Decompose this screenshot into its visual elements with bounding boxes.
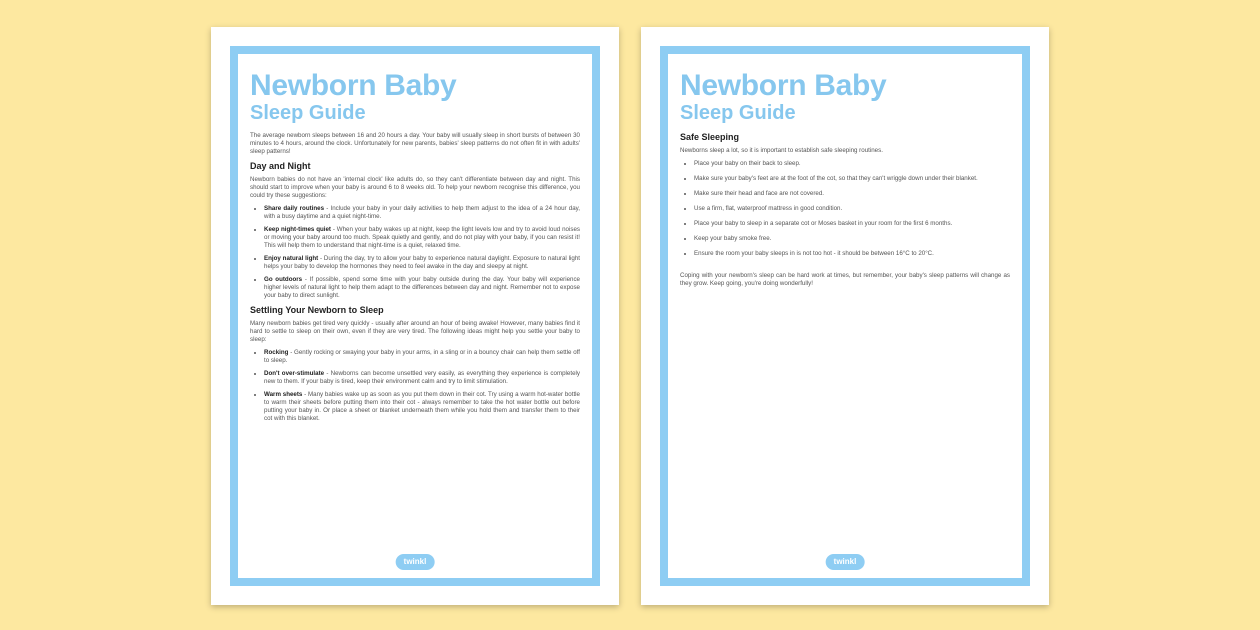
page-title: Newborn Baby (680, 70, 887, 102)
list-item-text: - Many babies wake up as soon as you put them down in their cot. Try using a warm hot-water bottle to warm their sheets before putting them into their cot - always remember to take the hot water bottle out before putting your baby in. Or place a sheet or blanket underneath them while you hold them and transfer them to their cot with this blanket. (264, 391, 580, 422)
section-heading-safe-sleeping: Safe Sleeping (680, 132, 740, 142)
section-heading-settling: Settling Your Newborn to Sleep (250, 305, 384, 315)
list-item (264, 391, 580, 423)
list-item: • Use a firm, flat, waterproof mattress in good condition. (694, 205, 1010, 213)
sleep-guide-page-left (211, 27, 619, 605)
settling-list (250, 349, 580, 423)
page-content (680, 70, 1010, 538)
twinkl-logo: twinkl (826, 554, 865, 570)
day-night-paragraph: Newborn babies do not have an 'internal clock' like adults do, so they can't differentiate between day and night. This should start to improve when your baby is around 6 to 8 weeks old. To help your newborn recognise this difference, you could try these suggestions: (250, 176, 580, 199)
list-item-text: - Include your baby in your daily activities to help them adjust to the idea of a 24 hour day, with a busy daytime and a quiet night-time. (264, 205, 580, 220)
page-subtitle: Sleep Guide (250, 102, 366, 124)
list-item-text: - During the day, try to allow your baby to experience natural daylight. Exposure to natural light helps your baby to develop the hormones they need to feel awake in the day and sleepy at night. (264, 255, 580, 270)
list-item-text: - Newborns can become unsettled very easily, as everything they experience is completely new to them. If your baby is tired, keep their environment calm and try to limit stimulation. (264, 370, 580, 385)
list-item (264, 226, 580, 250)
list-item-term: Enjoy natural light (264, 255, 319, 262)
sleep-guide-page-right (641, 27, 1049, 605)
list-item: • Make sure your baby's feet are at the foot of the cot, so that they can't wriggle down under their blanket. (694, 175, 1010, 183)
list-item (264, 370, 580, 386)
list-item-term: Don't over-stimulate (264, 370, 325, 377)
list-item: • Ensure the room your baby sleeps in is not too hot - it should be between 16°C to 20°C. (694, 250, 1010, 258)
list-item (264, 205, 580, 221)
safe-sleeping-paragraph: Newborns sleep a lot, so it is important to establish safe sleeping routines. (680, 147, 883, 154)
list-item: • Place your baby to sleep in a separate cot or Moses basket in your room for the first 6 months. (694, 220, 1010, 228)
list-item-term: Keep night-times quiet (264, 226, 331, 233)
page-border (660, 46, 1030, 586)
list-item: • Place your baby on their back to sleep. (694, 160, 1010, 168)
twinkl-logo: twinkl (396, 554, 435, 570)
page-border (230, 46, 600, 586)
list-item-text: - If possible, spend some time with your baby outside during the day. Your baby will experience higher levels of natural light to help them adapt to the differences between day and night. Remember not to expose your baby to direct sunlight. (264, 276, 580, 299)
list-item-term: Warm sheets (264, 391, 303, 398)
intro-paragraph: The average newborn sleeps between 16 and 20 hours a day. Your baby will usually sleep in short bursts of between 30 minutes to 4 hours, around the clock. Unfortunately for new parents, babies' sleep patterns do not often fit in with adults' sleep patterns! (250, 132, 580, 155)
list-item (264, 349, 580, 365)
page-title: Newborn Baby (250, 70, 457, 102)
day-night-list (250, 205, 580, 300)
page-content (250, 70, 580, 538)
list-item (264, 255, 580, 271)
settling-paragraph: Many newborn babies get tired very quickly - usually after around an hour of being awake! However, many babies find it hard to settle to sleep on their own, even if they are very tired. The following ideas might help you settle your baby to sleep: (250, 320, 580, 343)
closing-paragraph: Coping with your newborn's sleep can be hard work at times, but remember, your baby's sleep patterns will change as they grow. Keep going, you're doing wonderfully! (680, 272, 1010, 287)
list-item (264, 276, 580, 300)
section-heading-day-night: Day and Night (250, 161, 311, 171)
page-subtitle: Sleep Guide (680, 102, 796, 124)
list-item-term: Rocking (264, 349, 289, 356)
list-item: • Keep your baby smoke free. (694, 235, 1010, 243)
list-item: • Make sure their head and face are not covered. (694, 190, 1010, 198)
list-item-term: Go outdoors (264, 276, 303, 283)
list-item-term: Share daily routines (264, 205, 325, 212)
safe-sleeping-list (680, 160, 1010, 258)
list-item-text: - When your baby wakes up at night, keep the light levels low and try to avoid loud noises or moving your baby around too much. Speak quietly and gently, and do not play with your baby, if you can resist it! This will help them to understand that night-time is a quiet, relaxed time. (264, 226, 580, 249)
list-item-text: - Gently rocking or swaying your baby in your arms, in a sling or in a bouncy chair can help them settle off to sleep. (264, 349, 580, 364)
